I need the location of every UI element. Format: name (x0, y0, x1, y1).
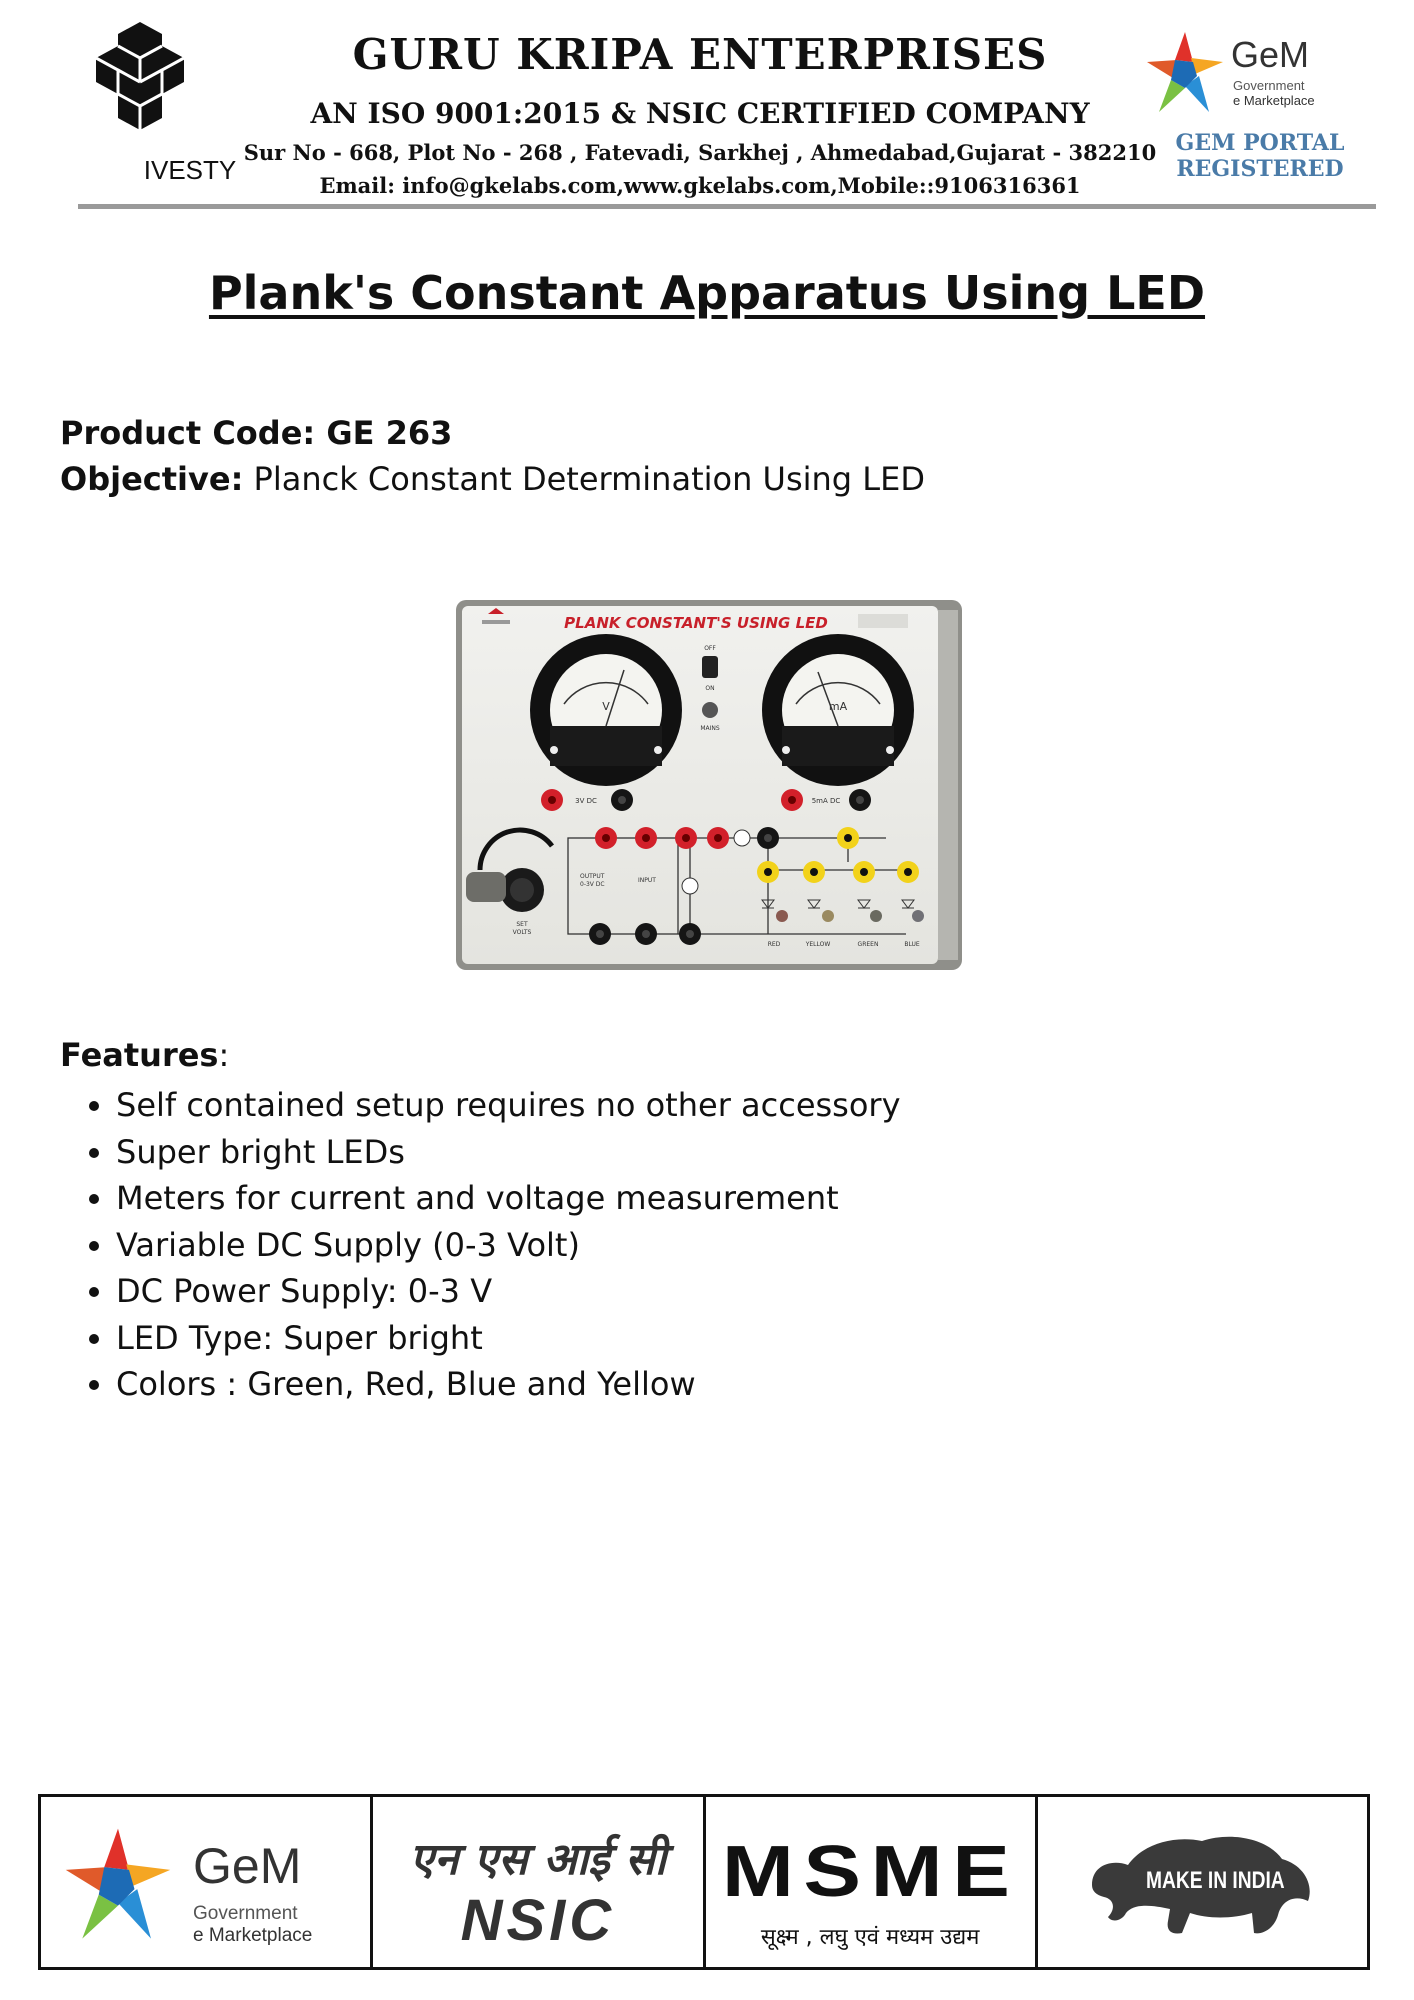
voltmeter (530, 634, 682, 786)
gem-portal-registered (1150, 130, 1370, 182)
switch-on-label: ON (705, 685, 715, 692)
gem-header-logo (1145, 30, 1345, 120)
ivesty-logo-text: IVESTY (143, 155, 237, 185)
objective-value: Planck Constant Determination Using LED (253, 460, 925, 498)
nsic-hindi-text: एन एस आई सी (409, 1834, 667, 1885)
footer-gem-line-2: e Marketplace (193, 1925, 313, 1946)
make-in-india-text: MAKE IN INDIA (1145, 1867, 1285, 1894)
feature-item: • Colors : Green, Red, Blue and Yellow (116, 1361, 901, 1408)
header-divider (78, 204, 1376, 209)
panel-title: PLANK CONSTANT'S USING LED (564, 614, 828, 632)
feature-item: • DC Power Supply: 0-3 V (116, 1268, 901, 1315)
switch-off-label: OFF (704, 645, 716, 652)
apparatus-photo (456, 600, 962, 970)
product-code-value: GE 263 (326, 414, 453, 452)
mains-switch (702, 656, 718, 678)
product-code (60, 414, 452, 452)
features-heading-text: Features (60, 1036, 219, 1074)
led-green (870, 910, 882, 922)
svg-text:mA: mA (828, 700, 848, 713)
mains-label: MAINS (700, 725, 720, 732)
msme-hindi-text: सूक्ष्म , लघु एवं मध्यम उद्यम (760, 1925, 980, 1950)
mains-indicator (702, 702, 718, 718)
nsic-text: NSIC (460, 1888, 616, 1953)
msme-text: MSME (721, 1832, 1019, 1912)
company-address: Sur No - 668, Plot No - 268 , Fatevadi, Sarkhej , Ahmedabad,Gujarat - 382210 (243, 140, 1157, 165)
meter-right-range: 5mA DC (811, 797, 841, 805)
footer-nsic-logo (373, 1797, 705, 1967)
features-heading: Features: (60, 1036, 230, 1074)
ivesty-logo (80, 18, 200, 148)
gem-portal-line-1: GEM PORTAL (1175, 130, 1345, 156)
svg-text:V: V (602, 700, 610, 713)
meter-left-range: 3V DC (575, 797, 597, 805)
footer-make-in-india-logo (1038, 1797, 1367, 1967)
led-label-red: RED (767, 941, 781, 948)
led-label-green: GREEN (857, 941, 879, 948)
led-red (776, 910, 788, 922)
footer-gem-line-1: Government (193, 1903, 298, 1924)
milliammeter (762, 634, 914, 786)
ivesty-cube-icon (80, 18, 200, 148)
features-list (60, 1082, 901, 1408)
company-name: GURU KRIPA ENTERPRISES (352, 30, 1048, 79)
output-label-2: 0-3V DC (580, 881, 605, 888)
feature-item: • Variable DC Supply (0-3 Volt) (116, 1222, 901, 1269)
company-contact: Email: info@gkelabs.com,www.gkelabs.com,Mobile::9106316361 (319, 173, 1081, 198)
set-volts-label-2: VOLTS (512, 929, 532, 936)
footer-gem-title: GeM (193, 1838, 302, 1894)
set-volts-label-1: SET (516, 921, 528, 928)
gem-star-icon (63, 1823, 173, 1947)
footer-logo-strip (38, 1794, 1370, 1970)
objective-label: Objective: (60, 460, 244, 498)
gem-portal-line-2: REGISTERED (1176, 156, 1344, 182)
led-blue (912, 910, 924, 922)
feature-item: • Self contained setup requires no other accessory (116, 1082, 901, 1129)
feature-item: • Meters for current and voltage measurement (116, 1175, 901, 1222)
gem-subtitle-2: e Marketplace (1233, 93, 1315, 108)
led-label-blue: BLUE (904, 941, 920, 948)
objective (60, 460, 925, 498)
certification-line: AN ISO 9001:2015 & NSIC CERTIFIED COMPANY (310, 97, 1090, 130)
gem-star-icon (1145, 30, 1225, 116)
footer-msme-logo (706, 1797, 1038, 1967)
gem-title: GeM (1231, 34, 1310, 75)
input-label: INPUT (638, 877, 656, 884)
footer-gem-logo (41, 1797, 373, 1967)
feature-item: • LED Type: Super bright (116, 1315, 901, 1362)
gem-subtitle-1: Government (1233, 78, 1305, 93)
led-label-yellow: YELLOW (805, 941, 831, 948)
document-title: Plank's Constant Apparatus Using LED (208, 266, 1206, 320)
output-label-1: OUTPUT (580, 873, 605, 880)
product-code-label: Product Code: (60, 414, 316, 452)
feature-item: • Super bright LEDs (116, 1129, 901, 1176)
led-yellow (822, 910, 834, 922)
